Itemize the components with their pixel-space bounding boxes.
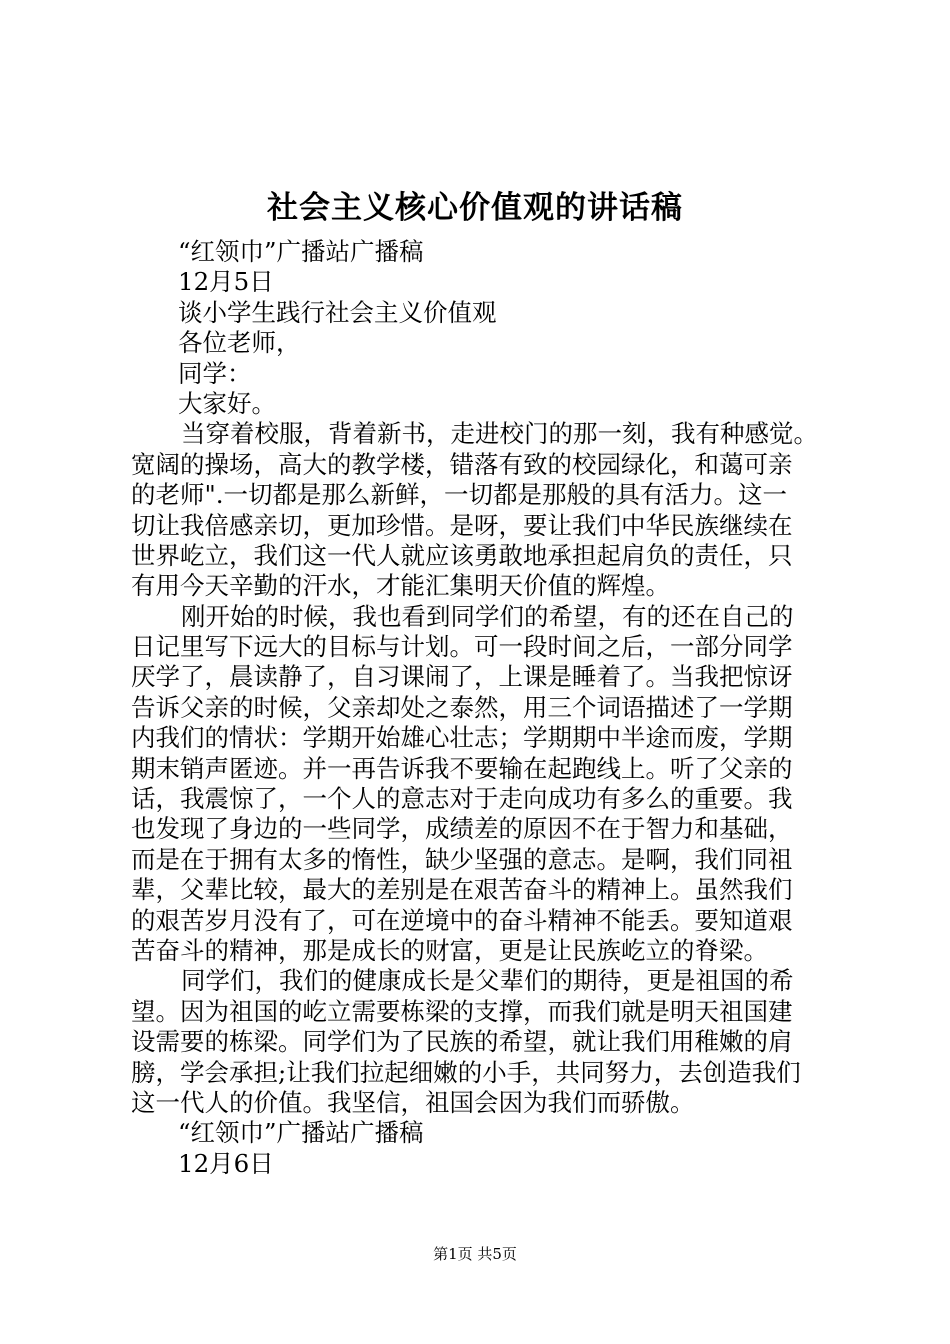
paragraph-line: 内我们的情状：学期开始雄心壮志；学期期中半途而废，学期 [131, 723, 793, 753]
paragraph-line: 话，我震惊了，一个人的意志对于走向成功有多么的重要。我 [131, 784, 793, 814]
paragraph-line: 辈，父辈比较，最大的差别是在艰苦奋斗的精神上。虽然我们 [131, 875, 793, 905]
paragraph-line: 刚开始的时候，我也看到同学们的希望，有的还在自己的 [181, 601, 794, 631]
paragraph-line: 告诉父亲的时候，父亲却处之泰然，用三个词语描述了一学期 [131, 692, 793, 722]
paragraph-line: 苦奋斗的精神，那是成长的财富，更是让民族屹立的脊梁。 [131, 935, 768, 965]
paragraph-line: 宽阔的操场，高大的教学楼，错落有致的校园绿化，和蔼可亲 [131, 449, 793, 479]
broadcast-header: “红领巾”广播站广播稿 [178, 1118, 424, 1148]
paragraph-line: 期末销声匿迹。并一再告诉我不要输在起跑线上。听了父亲的 [131, 753, 793, 783]
speech-subtitle: 谈小学生践行社会主义价值观 [178, 297, 497, 327]
paragraph-line: 望。因为祖国的屹立需要栋梁的支撑，而我们就是明天祖国建 [131, 996, 793, 1026]
page-footer: 第1页 共5页 [433, 1245, 517, 1263]
paragraph-line: 切让我倍感亲切，更加珍惜。是呀，要让我们中华民族继续在 [131, 510, 793, 540]
paragraph-line: 的艰苦岁月没有了，可在逆境中的奋斗精神不能丢。要知道艰 [131, 905, 793, 935]
paragraph-line: 日记里写下远大的目标与计划。可一段时间之后，一部分同学 [131, 632, 793, 662]
paragraph-line: 的老师".一切都是那么新鲜，一切都是那般的具有活力。这一 [131, 480, 788, 510]
salutation-students: 同学： [178, 358, 252, 388]
date-line: 12月6日 [178, 1148, 274, 1178]
paragraph-line: 世界屹立，我们这一代人就应该勇敢地承担起肩负的责任，只 [131, 540, 793, 570]
greeting: 大家好。 [178, 388, 276, 418]
paragraph-line: 设需要的栋梁。同学们为了民族的希望，就让我们用稚嫩的肩 [131, 1027, 793, 1057]
paragraph-line: 当穿着校服，背着新书，走进校门的那一刻，我有种感觉。 [181, 419, 818, 449]
broadcast-header: “红领巾”广播站广播稿 [178, 237, 424, 266]
document-body [131, 237, 843, 1179]
paragraph-line: 而是在于拥有太多的惰性，缺少坚强的意志。是啊，我们同祖 [131, 844, 793, 874]
paragraph-line: 也发现了身边的一些同学，成绩差的原因不在于智力和基础， [131, 814, 793, 844]
date-line: 12月5日 [178, 267, 274, 297]
paragraph-line: 厌学了，晨读静了，自习课闹了，上课是睡着了。当我把惊讶 [131, 662, 793, 692]
paragraph-line: 这一代人的价值。我坚信，祖国会因为我们而骄傲。 [131, 1087, 695, 1117]
salutation-teachers: 各位老师， [178, 328, 301, 358]
paragraph-line: 同学们，我们的健康成长是父辈们的期待，更是祖国的希 [181, 966, 794, 996]
document-title: 社会主义核心价值观的讲话稿 [267, 190, 683, 226]
paragraph-line: 膀，学会承担;让我们拉起细嫩的小手，共同努力，去创造我们 [131, 1057, 801, 1087]
paragraph-line: 有用今天辛勤的汗水，才能汇集明天价值的辉煌。 [131, 571, 670, 601]
